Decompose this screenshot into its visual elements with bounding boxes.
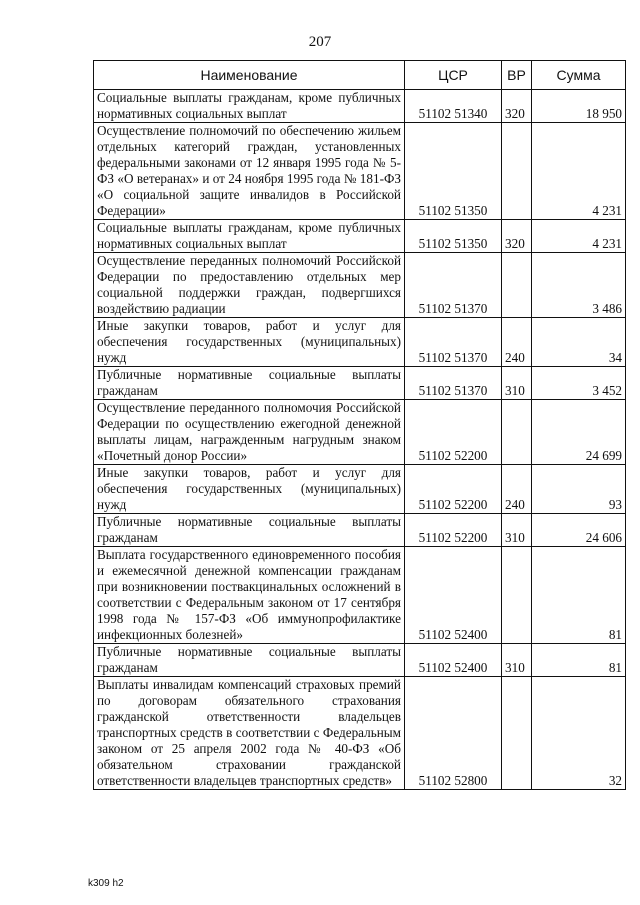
row-name: Выплаты инвалидам компенсаций страховых премий по договорам обязательного страхования гражданской ответственности владельцев транспортных средств в соответствии с Федеральным законом от 25 апреля 2002 года № 40-ФЗ «Об обязательном страховании гражданской ответственности владельцев транспортных средств» xyxy=(94,677,405,790)
row-csr: 51102 52800 xyxy=(405,677,502,790)
table-row xyxy=(94,400,626,465)
row-vr: 240 xyxy=(502,465,532,514)
row-csr: 51102 52400 xyxy=(405,547,502,644)
row-vr xyxy=(502,253,532,318)
row-vr xyxy=(502,547,532,644)
row-sum: 24 606 xyxy=(532,514,626,547)
row-csr: 51102 51370 xyxy=(405,253,502,318)
page-number: 207 xyxy=(308,34,332,50)
table-row xyxy=(94,465,626,514)
row-vr: 310 xyxy=(502,367,532,400)
table-header-row xyxy=(94,61,626,90)
footer-code: k309 h2 xyxy=(88,878,124,889)
table-row xyxy=(94,367,626,400)
row-vr: 320 xyxy=(502,90,532,123)
row-sum: 32 xyxy=(532,677,626,790)
row-name: Социальные выплаты гражданам, кроме публичных нормативных социальных выплат xyxy=(94,220,405,253)
row-vr xyxy=(502,400,532,465)
row-sum: 81 xyxy=(532,644,626,677)
row-sum: 81 xyxy=(532,547,626,644)
table-row xyxy=(94,220,626,253)
table-row xyxy=(94,90,626,123)
row-vr: 310 xyxy=(502,514,532,547)
header-csr: ЦСР xyxy=(405,61,502,90)
row-sum: 18 950 xyxy=(532,90,626,123)
table-row xyxy=(94,677,626,790)
row-csr: 51102 52200 xyxy=(405,465,502,514)
row-vr: 240 xyxy=(502,318,532,367)
row-csr: 51102 52400 xyxy=(405,644,502,677)
row-csr: 51102 51350 xyxy=(405,220,502,253)
table-row xyxy=(94,123,626,220)
row-name: Осуществление полномочий по обеспечению жильем отдельных категорий граждан, установленных федеральными законами от 12 января 1995 года № 5-ФЗ «О ветеранах» и от 24 ноября 1995 года № 181-ФЗ «О социальной защите инвалидов в Российской Федерации» xyxy=(94,123,405,220)
row-csr: 51102 51370 xyxy=(405,367,502,400)
header-vr: ВР xyxy=(502,61,532,90)
row-name: Осуществление переданных полномочий Российской Федерации по предоставлению отдельных мер социальной поддержки граждан, подвергшихся воздействию радиации xyxy=(94,253,405,318)
table-row xyxy=(94,318,626,367)
row-vr xyxy=(502,677,532,790)
table-row xyxy=(94,514,626,547)
budget-table xyxy=(93,60,626,790)
table-row xyxy=(94,547,626,644)
row-sum: 93 xyxy=(532,465,626,514)
row-csr: 51102 51370 xyxy=(405,318,502,367)
row-csr: 51102 51340 xyxy=(405,90,502,123)
row-name: Иные закупки товаров, работ и услуг для обеспечения государственных (муниципальных) нужд xyxy=(94,465,405,514)
header-name: Наименование xyxy=(94,61,405,90)
row-sum: 34 xyxy=(532,318,626,367)
row-name: Публичные нормативные социальные выплаты гражданам xyxy=(94,367,405,400)
row-name: Публичные нормативные социальные выплаты гражданам xyxy=(94,514,405,547)
row-csr: 51102 52200 xyxy=(405,514,502,547)
row-sum: 4 231 xyxy=(532,123,626,220)
row-sum: 3 452 xyxy=(532,367,626,400)
row-sum: 3 486 xyxy=(532,253,626,318)
table-row xyxy=(94,644,626,677)
row-vr: 310 xyxy=(502,644,532,677)
row-name: Осуществление переданного полномочия Российской Федерации по осуществлению ежегодной денежной выплаты лицам, награжденным нагрудным знаком «Почетный донор России» xyxy=(94,400,405,465)
table-row xyxy=(94,253,626,318)
row-name: Публичные нормативные социальные выплаты гражданам xyxy=(94,644,405,677)
header-sum: Сумма xyxy=(532,61,626,90)
row-name: Социальные выплаты гражданам, кроме публичных нормативных социальных выплат xyxy=(94,90,405,123)
row-name: Иные закупки товаров, работ и услуг для обеспечения государственных (муниципальных) нужд xyxy=(94,318,405,367)
row-csr: 51102 51350 xyxy=(405,123,502,220)
row-vr: 320 xyxy=(502,220,532,253)
row-csr: 51102 52200 xyxy=(405,400,502,465)
row-vr xyxy=(502,123,532,220)
row-sum: 4 231 xyxy=(532,220,626,253)
row-name: Выплата государственного единовременного пособия и ежемесячной денежной компенсации гражданам при возникновении поствакцинальных осложнений в соответствии с Федеральным законом от 17 сентября 1998 года № 157-ФЗ «Об иммунопрофилактике инфекционных болезней» xyxy=(94,547,405,644)
row-sum: 24 699 xyxy=(532,400,626,465)
